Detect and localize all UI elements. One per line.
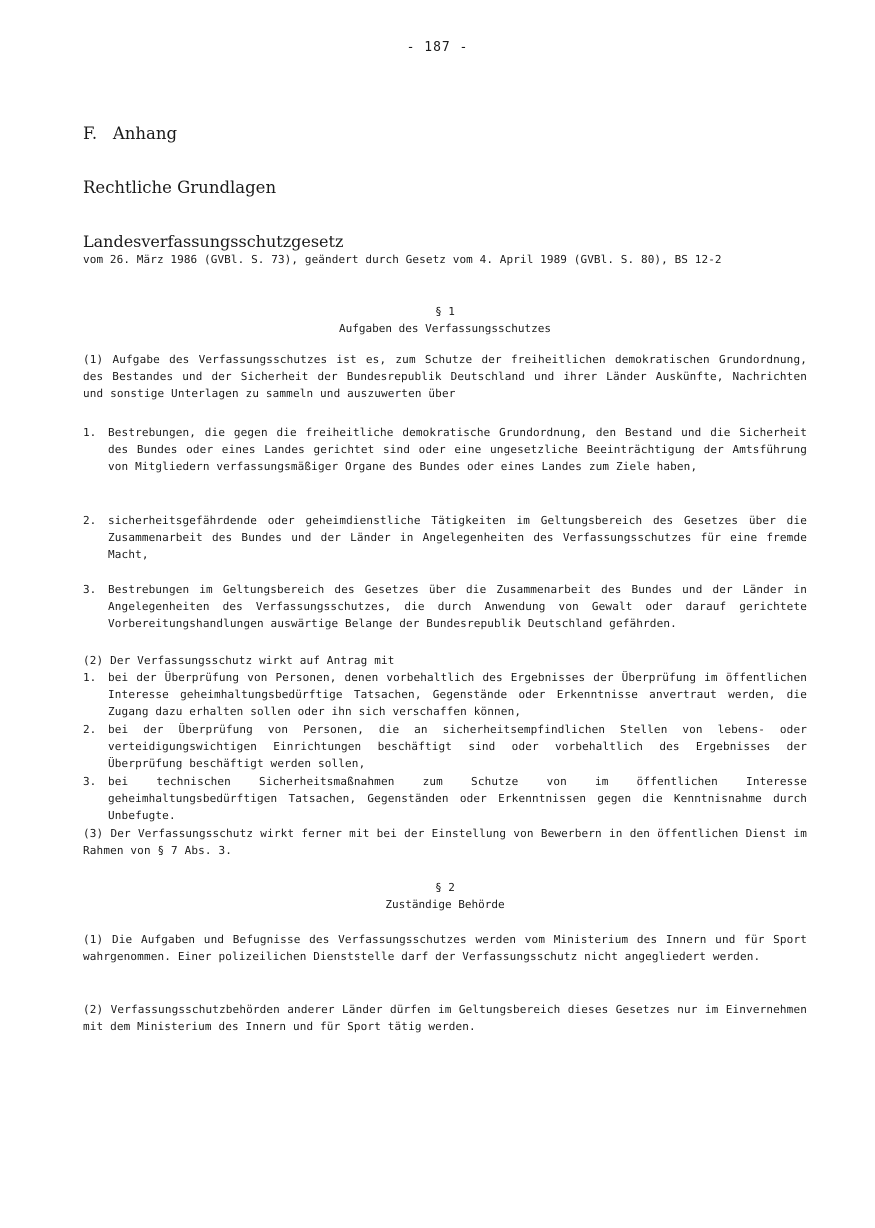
paragraph-1-symbol: § 1 (435, 305, 455, 318)
page-number: - 187 - (406, 40, 469, 55)
list-item-text: Bestrebungen, die gegen die freiheitliche demokratische Grundordnung, den Bestand und die Sicherheit des Bundes oder eines Landes gerichtet sind oder eine ungesetzliche Beeinträchtigung der Amtsführung von Mitgliedern verfassungsmäßiger Organe des Bundes oder eines Landes zum Ziele haben, (108, 426, 807, 473)
paragraph-1-abs-1-intro: (1) Aufgabe des Verfassungsschutzes ist es, zum Schutze der freiheitlichen demokratischen Grundordnung, des Bestandes und der Sicherheit der Bundesrepublik Deutschland und ihrer Länder Auskünfte, Nachrichten und sonstige Unterlagen zu sammeln und auszuwerten über (83, 353, 807, 400)
law-subtitle: vom 26. März 1986 (GVBl. S. 73), geändert durch Gesetz vom 4. April 1989 (GVBl. S. 80), BS 12-2 (83, 253, 722, 266)
paragraph-1-heading: Aufgaben des Verfassungsschutzes (339, 322, 551, 335)
law-title: Landesverfassungsschutzgesetz (83, 232, 344, 251)
list-item-text: Bestrebungen im Geltungsbereich des Gesetzes über die Zusammenarbeit des Bundes und der Länder in Angelegenheiten des Verfassungsschutzes, die durch Anwendung von Gewalt oder darauf gerichtete Vorbereitungshandlungen auswärtige Belange der Bundesrepublik Deutschland gefährden. (108, 583, 807, 630)
list-item-text: bei technischen Sicherheitsmaßnahmen zum Schutze von im öffentlichen Interesse geheimhaltungsbedürftigen Tatsachen, Gegenständen oder Erkenntnissen gegen die Kenntnisnahme durch Unbefugte. (108, 775, 807, 822)
list-item-number: 1. (83, 671, 97, 684)
section-title (83, 124, 177, 143)
paragraph-2-heading: Zuständige Behörde (385, 898, 505, 911)
list-item-text: sicherheitsgefährdende oder geheimdienstliche Tätigkeiten im Geltungsbereich des Gesetzes über die Zusammenarbeit des Bundes und der Länder in Angelegenheiten des Verfassungsschutzes für eine fremde Macht, (108, 514, 807, 561)
paragraph-1-abs-2-intro: (2) Der Verfassungsschutz wirkt auf Antrag mit (83, 654, 395, 667)
section-letter: F. (83, 124, 98, 143)
list-item-number: 2. (83, 514, 97, 527)
list-item-number: 3. (83, 775, 97, 788)
list-item-number: 2. (83, 723, 97, 736)
subheading: Rechtliche Grundlagen (83, 178, 277, 197)
list-item-number: 3. (83, 583, 97, 596)
paragraph-2-symbol: § 2 (435, 881, 455, 894)
section-name: Anhang (112, 124, 178, 143)
list-item-number: 1. (83, 426, 97, 439)
paragraph-1-abs-3: (3) Der Verfassungsschutz wirkt ferner mit bei der Einstellung von Bewerbern in den öffentlichen Dienst im Rahmen von § 7 Abs. 3. (83, 827, 807, 857)
paragraph-2-abs-1: (1) Die Aufgaben und Befugnisse des Verfassungsschutzes werden vom Ministerium des Innern und für Sport wahrgenommen. Einer polizeilichen Dienststelle darf der Verfassungsschutz nicht angegliedert werden. (83, 933, 807, 963)
paragraph-2-abs-2: (2) Verfassungsschutzbehörden anderer Länder dürfen im Geltungsbereich dieses Gesetzes nur im Einvernehmen mit dem Ministerium des Innern und für Sport tätig werden. (83, 1003, 807, 1033)
list-item-text: bei der Überprüfung von Personen, denen vorbehaltlich des Ergebnisses der Überprüfung im öffentlichen Interesse geheimhaltungsbedürftige Tatsachen, Gegenstände oder Erkenntnisse anvertraut werden, die Zugang dazu erhalten sollen oder ihn sich verschaffen können, (108, 671, 807, 718)
list-item-text: bei der Überprüfung von Personen, die an sicherheitsempfindlichen Stellen von lebens- oder verteidigungswichtigen Einrichtungen beschäftigt sind oder vorbehaltlich des Ergebnisses der Überprüfung beschäftigt werden sollen, (108, 723, 807, 770)
